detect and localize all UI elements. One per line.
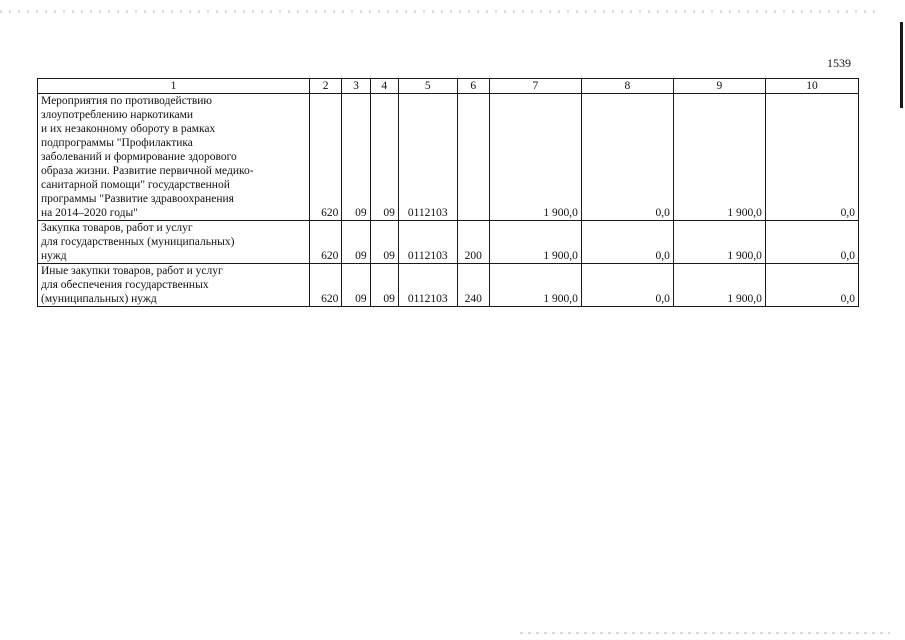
budget-table xyxy=(37,78,859,307)
row-cell-col-3: 09 xyxy=(342,264,370,307)
row-cell-col-3: 09 xyxy=(342,94,370,221)
row-cell-col-7: 1 900,0 xyxy=(489,264,581,307)
row-cell-col-8: 0,0 xyxy=(581,221,673,264)
page-edge-mark xyxy=(900,22,903,108)
table-row xyxy=(38,94,859,221)
scan-artifact-bottom xyxy=(520,632,890,634)
row-cell-col-10: 0,0 xyxy=(765,94,858,221)
row-cell-col-9: 1 900,0 xyxy=(673,94,765,221)
row-cell-col-7: 1 900,0 xyxy=(489,94,581,221)
header-col-2: 2 xyxy=(309,79,341,94)
row-cell-col-8: 0,0 xyxy=(581,94,673,221)
row-cell-col-9: 1 900,0 xyxy=(673,221,765,264)
row-cell-col-6 xyxy=(457,94,489,221)
header-col-4: 4 xyxy=(370,79,398,94)
row-cell-col-5: 0112103 xyxy=(398,264,457,307)
header-col-6: 6 xyxy=(457,79,489,94)
row-cell-col-6: 240 xyxy=(457,264,489,307)
row-cell-col-5: 0112103 xyxy=(398,94,457,221)
row-cell-col-2: 620 xyxy=(309,264,341,307)
header-col-1: 1 xyxy=(38,79,310,94)
header-col-7: 7 xyxy=(489,79,581,94)
row-cell-col-10: 0,0 xyxy=(765,221,858,264)
row-cell-col-10: 0,0 xyxy=(765,264,858,307)
header-col-10: 10 xyxy=(765,79,858,94)
header-col-8: 8 xyxy=(581,79,673,94)
row-cell-col-6: 200 xyxy=(457,221,489,264)
row-name-cell: Иные закупки товаров, работ и услуг для обеспечения государственных (муниципальных) нужд xyxy=(38,264,310,307)
header-col-3: 3 xyxy=(342,79,370,94)
row-cell-col-4: 09 xyxy=(370,264,398,307)
table-row xyxy=(38,264,859,307)
row-cell-col-4: 09 xyxy=(370,94,398,221)
row-name-cell: Закупка товаров, работ и услуг для государственных (муниципальных) нужд xyxy=(38,221,310,264)
header-col-9: 9 xyxy=(673,79,765,94)
row-name-cell: Мероприятия по противодействию злоупотреблению наркотиками и их незаконному обороту в рамках подпрограммы "Профилактика заболеваний и формирование здорового образа жизни. Развитие первичной медико- санитарной помощи" государственной программы "Развитие здравоохранения на 2014–2020 годы" xyxy=(38,94,310,221)
table-header-row xyxy=(38,79,859,94)
scan-artifact-top xyxy=(0,10,880,13)
row-cell-col-8: 0,0 xyxy=(581,264,673,307)
table-row xyxy=(38,221,859,264)
row-cell-col-2: 620 xyxy=(309,94,341,221)
row-cell-col-7: 1 900,0 xyxy=(489,221,581,264)
row-cell-col-5: 0112103 xyxy=(398,221,457,264)
page-number: 1539 xyxy=(827,56,851,70)
row-cell-col-3: 09 xyxy=(342,221,370,264)
header-col-5: 5 xyxy=(398,79,457,94)
row-cell-col-4: 09 xyxy=(370,221,398,264)
row-cell-col-9: 1 900,0 xyxy=(673,264,765,307)
row-cell-col-2: 620 xyxy=(309,221,341,264)
